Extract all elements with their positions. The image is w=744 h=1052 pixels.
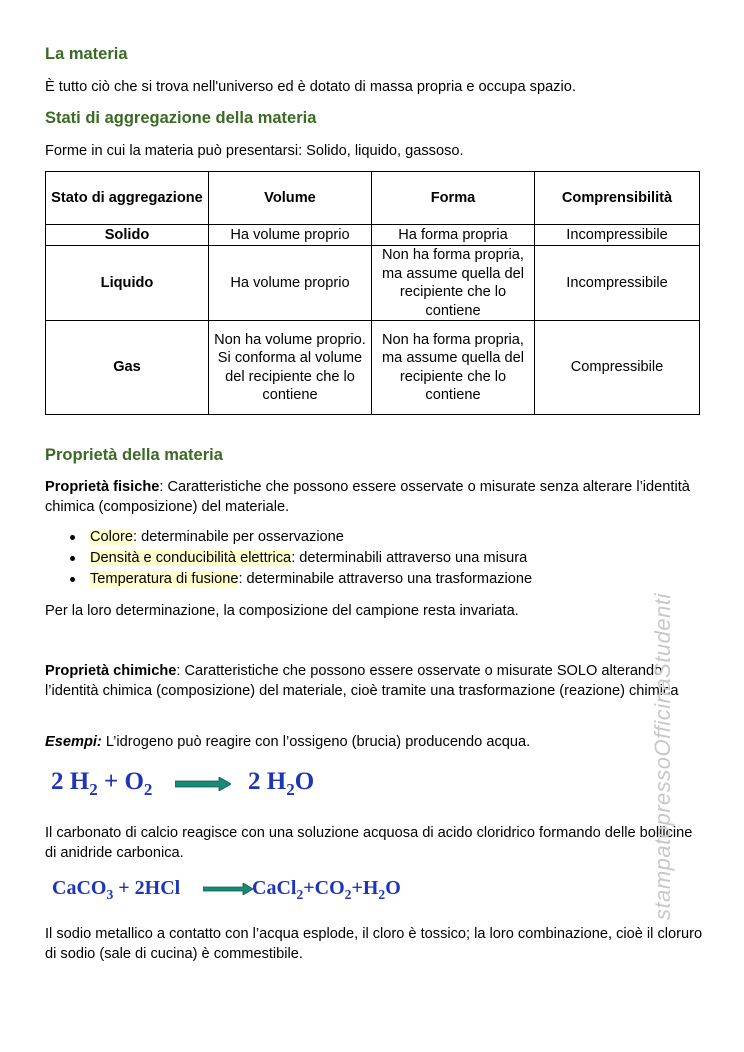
list-item xyxy=(90,548,532,569)
highlight-term: Colore xyxy=(90,529,133,545)
table-header-cell: Comprensibilità xyxy=(535,172,700,225)
table-cell: Solido xyxy=(46,225,209,246)
table-cell: Compressibile xyxy=(535,321,700,415)
example-calcium-carbonate: Il carbonato di calcio reagisce con una soluzione acquosa di acido cloridrico formando delle bollicine di anidride carbonica. xyxy=(45,825,693,861)
table-row xyxy=(46,225,700,246)
table-cell: Non ha forma propria, ma assume quella del recipiente che lo contiene xyxy=(372,321,535,415)
table-cell: Gas xyxy=(46,321,209,415)
chemical-properties-term: Proprietà chimiche xyxy=(45,663,177,679)
table-header-cell: Forma xyxy=(372,172,535,225)
physical-properties-paragraph xyxy=(45,477,705,517)
matter-definition: È tutto ciò che si trova nell'universo ed è dotato di massa propria e occupa spazio. xyxy=(45,79,576,95)
table-header-row xyxy=(46,172,700,225)
watermark: stampatopressoOfficinaStudenti xyxy=(650,593,675,920)
physical-properties-list xyxy=(45,527,532,590)
physical-properties-text: : Caratteristiche che possono essere osservate o misurate senza alterare l’identità chimica (composizione) del materiale. xyxy=(45,479,690,515)
list-item-text: : determinabile per osservazione xyxy=(133,529,344,545)
table-cell: Non ha volume proprio. Si conforma al volume del recipiente che lo contiene xyxy=(209,321,372,415)
table-cell: Ha forma propria xyxy=(372,225,535,246)
example-hydrogen: L’idrogeno può reagire con l’ossigeno (brucia) producendo acqua. xyxy=(101,734,531,750)
table-cell: Non ha forma propria, ma assume quella del recipiente che lo contiene xyxy=(372,246,535,321)
examples-paragraph xyxy=(45,732,705,752)
highlight-term: Temperatura di fusione xyxy=(90,571,239,587)
table-row xyxy=(46,246,700,321)
states-intro: Forme in cui la materia può presentarsi: Solido, liquido, gassoso. xyxy=(45,143,464,159)
states-table xyxy=(45,171,700,415)
heading-states: Stati di aggregazione della materia xyxy=(45,109,317,127)
equation-caco3-left: CaCO$_3$ + 2HCl xyxy=(52,877,181,902)
examples-label: Esempi: xyxy=(45,734,102,750)
reaction-arrow-icon xyxy=(203,883,253,895)
table-row xyxy=(46,321,700,415)
physical-conclusion: Per la loro determinazione, la composizione del campione resta invariata. xyxy=(45,603,519,619)
equation-water-right: 2 $H_2O$ xyxy=(248,768,315,799)
list-item xyxy=(90,569,532,590)
table-header-cell: Volume xyxy=(209,172,372,225)
table-cell: Incompressibile xyxy=(535,246,700,321)
table-cell: Ha volume proprio xyxy=(209,225,372,246)
table-cell: Incompressibile xyxy=(535,225,700,246)
example-sodium-chloride: Il sodio metallico a contatto con l’acqua esplode, il cloro è tossico; la loro combinazione, cioè il cloruro di sodio (sale di cucina) è commestibile. xyxy=(45,926,703,962)
table-header-cell: Stato di aggregazione xyxy=(46,172,209,225)
reaction-arrow-icon xyxy=(175,777,231,791)
list-item-text: : determinabili attraverso una misura xyxy=(291,550,528,566)
table-cell: Liquido xyxy=(46,246,209,321)
list-item xyxy=(90,527,532,548)
chemical-properties-text: : Caratteristiche che possono essere osservate o misurate SOLO alterando l’identità chimica (composizione) del materiale, cioè tramite una trasformazione (reazione) chimica xyxy=(45,663,679,699)
physical-properties-term: Proprietà fisiche xyxy=(45,479,160,495)
equation-caco3-right: $CaCl_2+CO_2+H_2O$ xyxy=(252,877,401,902)
heading-matter: La materia xyxy=(45,45,128,63)
highlight-term: Densità e conducibilità elettrica xyxy=(90,550,292,566)
chemical-properties-paragraph xyxy=(45,661,705,701)
heading-properties: Proprietà della materia xyxy=(45,446,223,464)
equation-water-left: 2 $H_2 + O_2$ xyxy=(51,768,153,799)
list-item-text: : determinabile attraverso una trasformazione xyxy=(238,571,533,587)
table-cell: Ha volume proprio xyxy=(209,246,372,321)
